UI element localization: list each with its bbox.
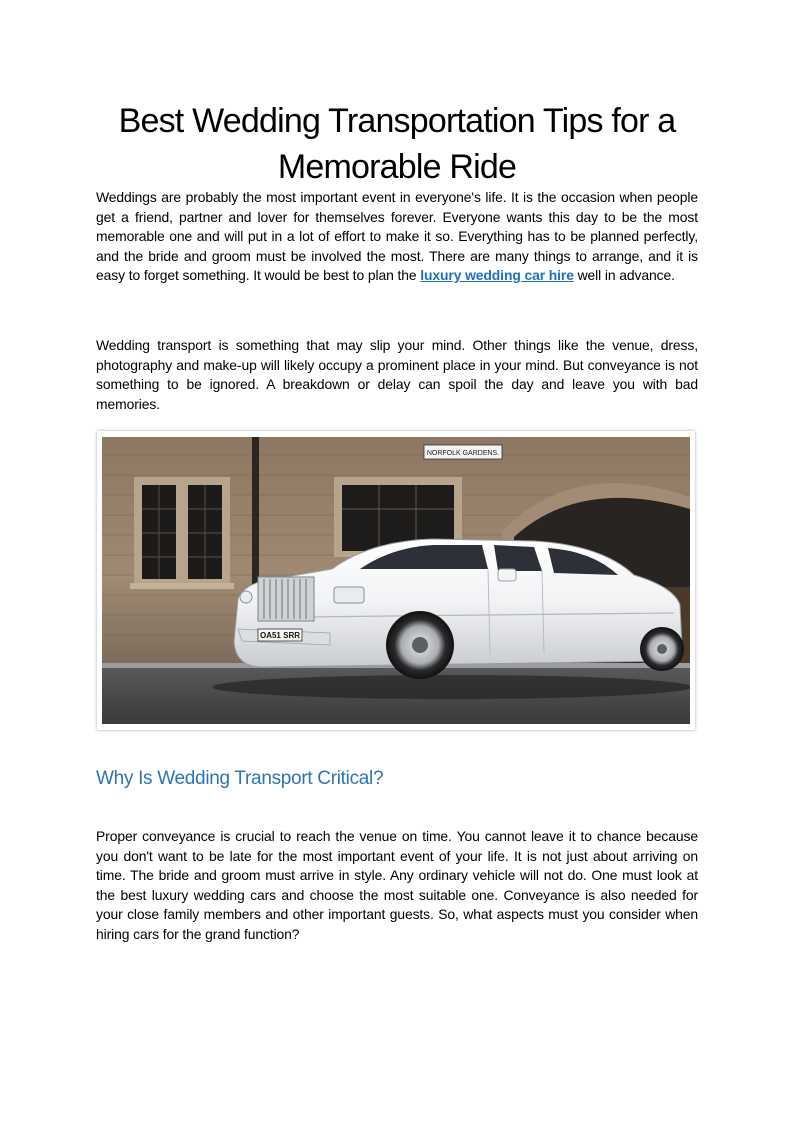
street-sign-text: NORFOLK GARDENS.	[426, 450, 500, 457]
intro-text-before-link: Weddings are probably the most important event in everyone's life. It is the occasion when people get a friend, partner and lover for themselves forever. Everyone wants this day to be the most memorable one and will put in a lot of effort to make it so. Everything has to be planned perfectly, and the bride and groom must be involved the most. There are many things to arrange, and it is easy to forget something. It would be best to plan the	[96, 189, 698, 283]
section-heading: Why Is Wedding Transport Critical?	[96, 768, 384, 789]
wedding-car-photo	[97, 431, 695, 730]
limousine-illustration	[102, 437, 690, 724]
title-line-1: Best Wedding Transportation Tips for a	[118, 102, 676, 140]
intro-text-after-link: well in advance.	[573, 267, 675, 283]
section-paragraph: Proper conveyance is crucial to reach the venue on time. You cannot leave it to chance because you don't want to be late for the most important event of your life. It is not just about arriving on time. The bride and groom must arrive in style. Any ordinary vehicle will not do. One must look at the best luxury wedding cars and choose the most suitable one. Conveyance is also needed for your close family members and other important guests. So, what aspects must you consider when hiring cars for the grand function?	[96, 828, 698, 942]
intro-paragraph	[96, 188, 698, 286]
luxury-wedding-car-hire-link[interactable]: luxury wedding car hire	[420, 267, 574, 283]
license-plate-text: OA51 SRR	[259, 631, 301, 640]
page-title	[96, 98, 698, 190]
second-paragraph: Wedding transport is something that may slip your mind. Other things like the venue, dress, photography and make-up will likely occupy a prominent place in your mind. But conveyance is not something to be ignored. A breakdown or delay can spoil the day and leave you with bad memories.	[96, 337, 698, 412]
title-line-2: Memorable Ride	[277, 148, 517, 186]
